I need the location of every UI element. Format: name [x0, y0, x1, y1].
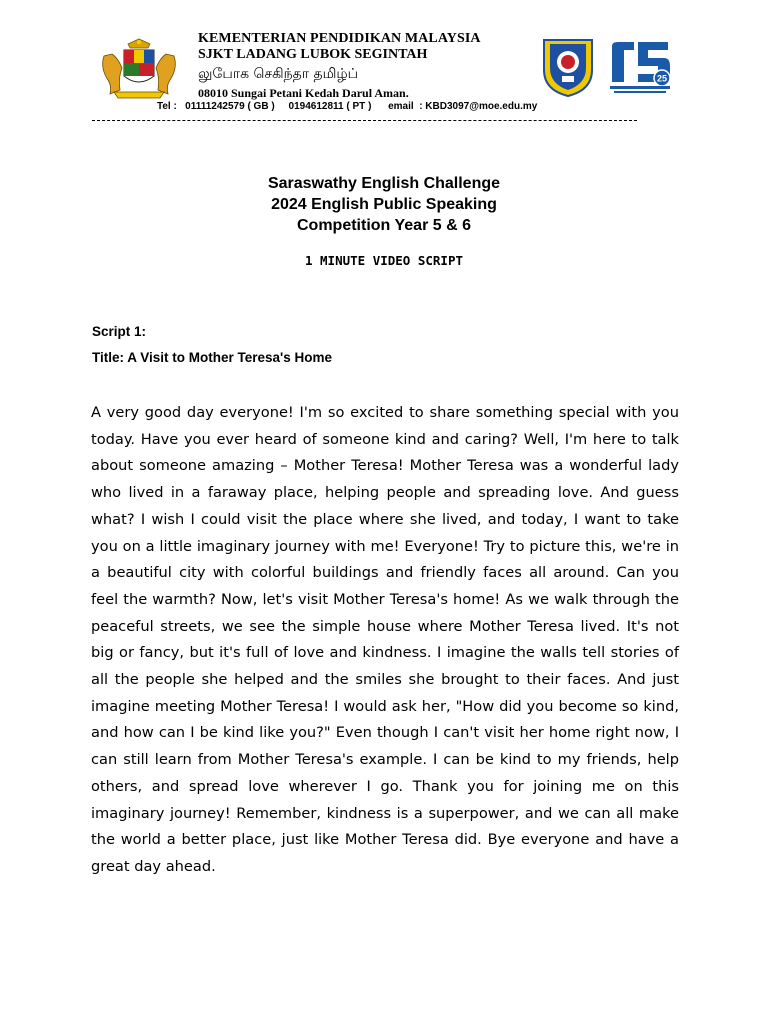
script-label: Script 1:	[92, 324, 147, 339]
school-address: 08010 Sungai Petani Kedah Darul Aman.	[198, 86, 409, 100]
title-line-2: 2024 English Public Speaking	[271, 196, 497, 213]
ministry-name: KEMENTERIAN PENDIDIKAN MALAYSIA	[198, 31, 481, 46]
document-subtitle: 1 MINUTE VIDEO SCRIPT	[304, 253, 464, 268]
title-line-3: Competition Year 5 & 6	[297, 217, 471, 234]
school-logo	[540, 36, 596, 98]
header-divider	[92, 120, 637, 121]
logo-badge-text: 25	[656, 73, 668, 84]
title-line-1: Saraswathy English Challenge	[267, 175, 501, 192]
anniversary-25-logo	[604, 38, 676, 96]
document-title	[0, 173, 768, 236]
malaysia-coat-of-arms-logo	[98, 38, 180, 100]
school-name: SJKT LADANG LUBOK SEGINTAH	[198, 47, 428, 62]
script-body: A very good day everyone! I'm so excited to share something special with you today. Have you ever heard of someone kind and caring? Well, I'm here to talk about someone amazing – Mother Teresa! Mother Teresa was a wonderful lady who lived in a faraway place, helping people and spreading love. And guess what? I wish I could visit the place where she lived, and today, I want to take you on a little imaginary journey with me! Everyone! Try to picture this, we're in a beautiful city with colorful buildings and friendly faces all around. Can you feel the warmth? Now, let's visit Mother Teresa's home! As we walk through the peaceful streets, we see the simple house where Mother Teresa lived. It's not big or fancy, but it's full of love and kindness. I imagine the walls tell stories of all the people she helped and the smiles she brought to their faces. And just imagine meeting Mother Teresa! I would ask her, "How did you become so kind, and how can I be kind like you?" Even though I can't visit her home right now, I can still learn from Mother Teresa's example. I can be kind to my friends, help others, and spread love wherever I go. Thank you for joining me on this imaginary journey! Remember, kindness is a superpower, and we can all make the world a better place, just like Mother Teresa did. Bye everyone and have a great day ahead.	[91, 404, 679, 875]
contact-line: Tel : 01111242579 ( GB ) 0194612811 ( PT ) email : KBD3097@moe.edu.my	[157, 101, 538, 112]
school-name-tamil: லுபோக செகிந்தா தமிழ்ப்	[198, 66, 359, 82]
script-title: Title: A Visit to Mother Teresa's Home	[92, 350, 333, 365]
letterhead-text	[198, 31, 538, 101]
